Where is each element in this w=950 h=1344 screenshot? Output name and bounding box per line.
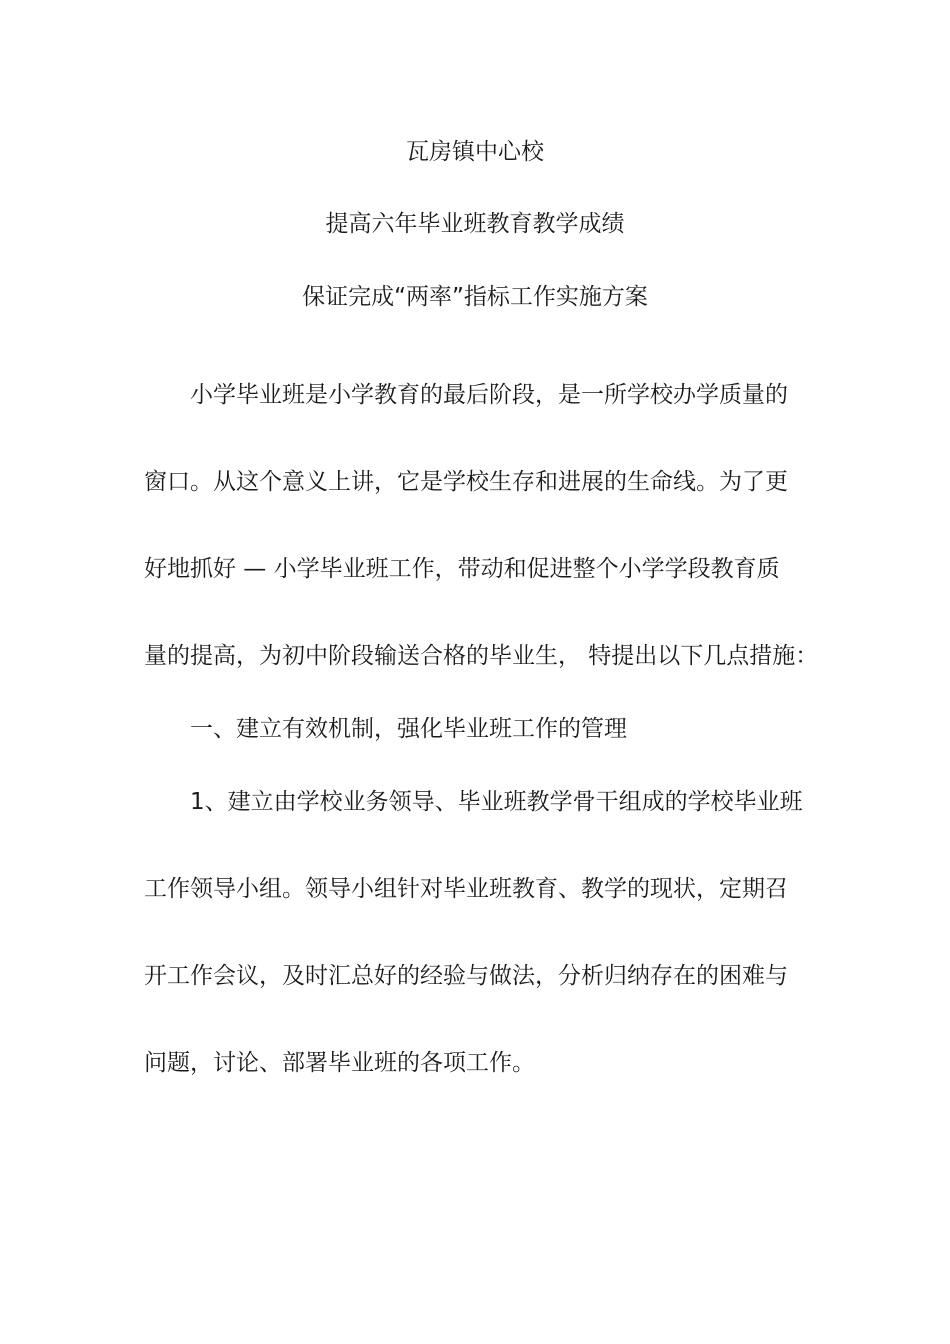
paragraph-1-line-4: 量的提高，为初中阶段输送合格的毕业生， 特提出以下几点措施： [144,643,819,669]
section-1-heading: 一、建立有效机制，强化毕业班工作的管理 [190,716,627,742]
paragraph-1-line-1: 小学毕业班是小学教育的最后阶段，是一所学校办学质量的 [190,382,788,408]
paragraph-1-line-2: 窗口。从这个意义上讲，它是学校生存和进展的生命线。为了更 [144,469,788,495]
title-line-3: 保证完成“两率”指标工作实施方案 [302,284,648,310]
paragraph-1-line-3: 好地抓好 — 小学毕业班工作，带动和促进整个小学学段教育质 [144,556,780,582]
item-1-line-2: 工作领导小组。领导小组针对毕业班教育、教学的现状，定期召 [144,876,788,902]
item-1-line-3: 开工作会议，及时汇总好的经验与做法，分析归纳存在的困难与 [144,963,788,989]
item-1-line-4: 问题，讨论、部署毕业班的各项工作。 [144,1050,535,1076]
title-line-2: 提高六年毕业班教育教学成绩 [325,211,625,237]
item-1-line-1: 1、建立由学校业务领导、毕业班教学骨干组成的学校毕业班 [190,789,803,815]
school-name: 瓦房镇中心校 [406,139,544,165]
